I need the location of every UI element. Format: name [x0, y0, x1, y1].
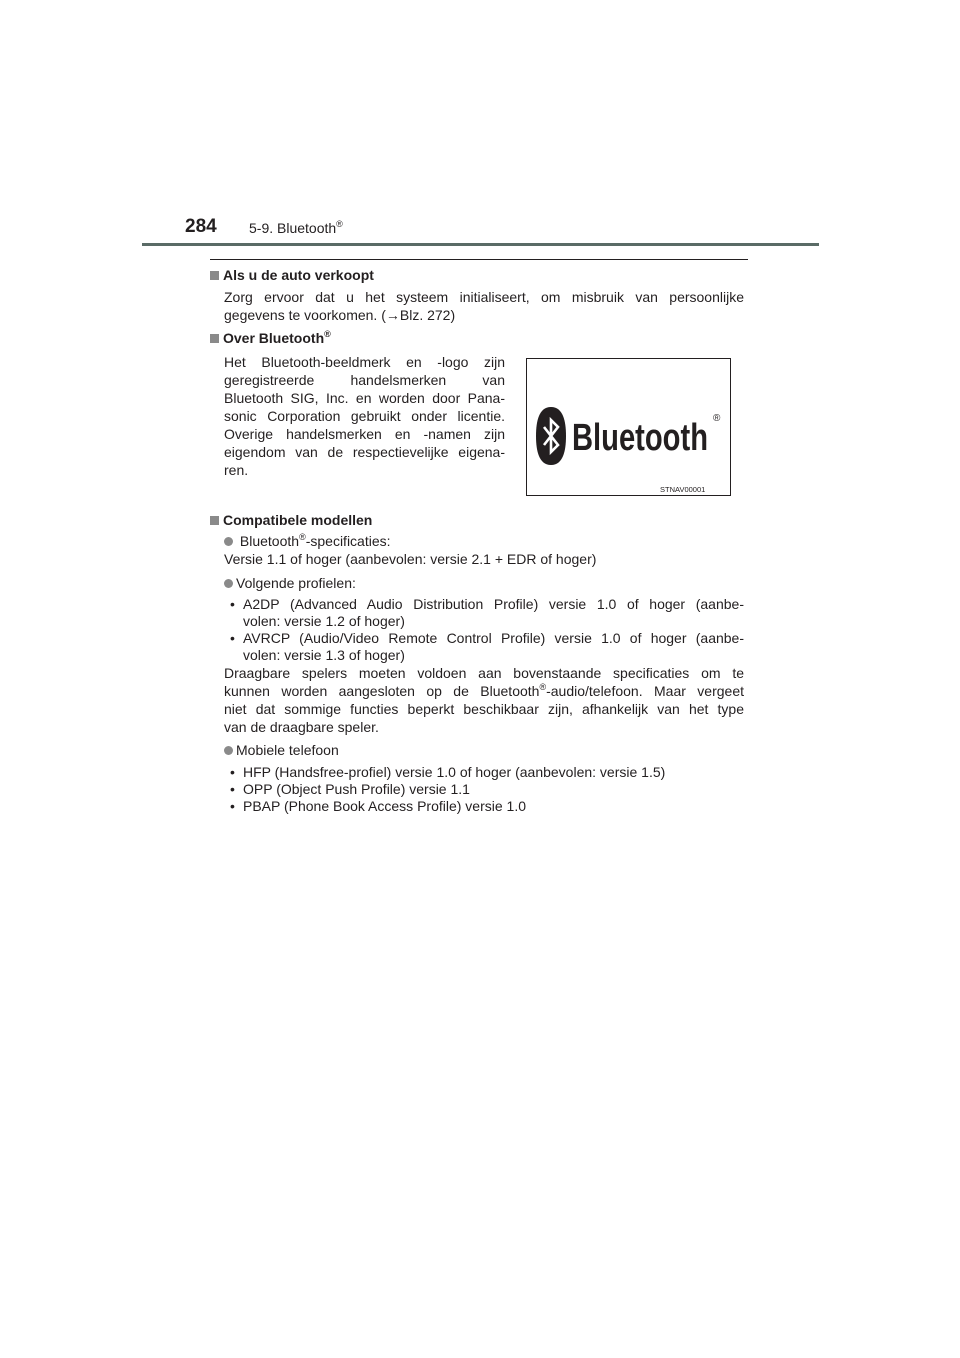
list-item-text: [243, 596, 744, 630]
circle-bullet-icon: [224, 579, 233, 588]
list-item: [230, 764, 744, 781]
logo-registered-mark: ®: [713, 413, 721, 424]
text: Volgende profielen:: [236, 575, 356, 591]
paragraph-line: Het Bluetooth-beeldmerk en -logo zijn: [224, 354, 505, 370]
registered-mark: ®: [539, 682, 547, 692]
text: gegevens te voorkomen. (: [224, 307, 386, 323]
bluetooth-logo: [527, 359, 730, 495]
paragraph-line: geregistreerde handelsmerken van: [224, 372, 505, 388]
list-item-text: [243, 630, 744, 664]
list-item: [230, 798, 744, 815]
bullet-dot: •: [230, 798, 235, 814]
section-title: [249, 220, 343, 236]
header-rule: [142, 243, 819, 246]
page-reference-link[interactable]: Blz. 272): [399, 307, 456, 323]
list-item-text: OPP (Object Push Profile) versie 1.1: [243, 781, 470, 797]
heading-selling-car: [210, 267, 374, 283]
square-bullet-icon: [210, 271, 219, 280]
square-bullet-icon: [210, 516, 219, 525]
text-line: volen: versie 1.3 of hoger): [243, 647, 405, 663]
list-item-text: PBAP (Phone Book Access Profile) versie 1.0: [243, 798, 526, 814]
square-bullet-icon: [210, 334, 219, 343]
paragraph-line: niet dat sommige functies beperkt beschikbaar zijn, afhankelijk van het type: [224, 701, 744, 717]
paragraph-line: van de draagbare speler.: [224, 719, 379, 735]
paragraph-line: [224, 682, 744, 700]
list-item: [230, 596, 744, 630]
registered-mark: ®: [299, 532, 306, 542]
paragraph-line: Zorg ervoor dat u het systeem initialiseert, om misbruik van persoonlijke: [224, 289, 744, 305]
text: -audio/telefoon. Maar vergeet: [546, 683, 745, 699]
image-code: STNAV00001: [660, 485, 706, 494]
bullet-dot: •: [230, 630, 235, 646]
paragraph-line: [224, 306, 744, 324]
page-number: 284: [185, 216, 217, 237]
bullet-profiles: [224, 574, 744, 592]
heading-about-bluetooth: [210, 330, 331, 346]
trademark-paragraph: [224, 353, 505, 479]
bullet-mobile-phone: [224, 741, 744, 759]
text-line: A2DP (Advanced Audio Distribution Profile) versie 1.0 of hoger (aanbe-: [243, 596, 744, 612]
bullet-bluetooth-spec: [224, 532, 744, 550]
list-item: [230, 630, 744, 664]
portable-players-paragraph: [224, 664, 744, 736]
paragraph-line: eigendom van de respectievelijke eigena-: [224, 444, 505, 460]
heading-compatible-models: [210, 512, 372, 528]
registered-mark: ®: [336, 219, 343, 229]
paragraph-line: sonic Corporation gebruikt onder licentie.: [224, 408, 505, 424]
text: -specificaties:: [305, 533, 391, 549]
circle-bullet-icon: [224, 746, 233, 755]
bluetooth-logo-figure: [526, 358, 731, 496]
list-item: [230, 781, 744, 798]
circle-bullet-icon: [224, 537, 233, 546]
list-item-text: HFP (Handsfree-profiel) versie 1.0 of hoger (aanbevolen: versie 1.5): [243, 764, 666, 780]
bullet-dot: •: [230, 764, 235, 780]
heading-text: Over Bluetooth: [223, 330, 325, 346]
bullet-dot: •: [230, 596, 235, 612]
paragraph-line: ren.: [224, 462, 249, 478]
text-line: volen: versie 1.2 of hoger): [243, 613, 405, 629]
text: Mobiele telefoon: [236, 742, 339, 758]
arrow-right-icon: →: [385, 307, 400, 323]
paragraph-line: Bluetooth SIG, Inc. en worden door Pana-: [224, 390, 505, 406]
text-line: AVRCP (Audio/Video Remote Control Profile) versie 1.0 of hoger (aanbe-: [243, 630, 744, 646]
bluetooth-wordmark: Bluetooth: [572, 417, 708, 459]
section-title-text: 5-9. Bluetooth: [249, 220, 337, 236]
text: kunnen worden aangesloten op de Bluetooth: [224, 683, 540, 699]
bullet-dot: •: [230, 781, 235, 797]
paragraph-line: Draagbare spelers moeten voldoen aan bovenstaande specificaties om te: [224, 665, 744, 681]
paragraph-line: Overige handelsmerken en -namen zijn: [224, 426, 505, 442]
heading-text: Als u de auto verkoopt: [223, 267, 374, 283]
registered-mark: ®: [324, 329, 331, 339]
text: Bluetooth: [239, 533, 300, 549]
heading-text: Compatibele modellen: [223, 512, 373, 528]
content-rule: [210, 259, 748, 260]
paragraph-line: Versie 1.1 of hoger (aanbevolen: versie 2.1 + EDR of hoger): [224, 551, 597, 567]
